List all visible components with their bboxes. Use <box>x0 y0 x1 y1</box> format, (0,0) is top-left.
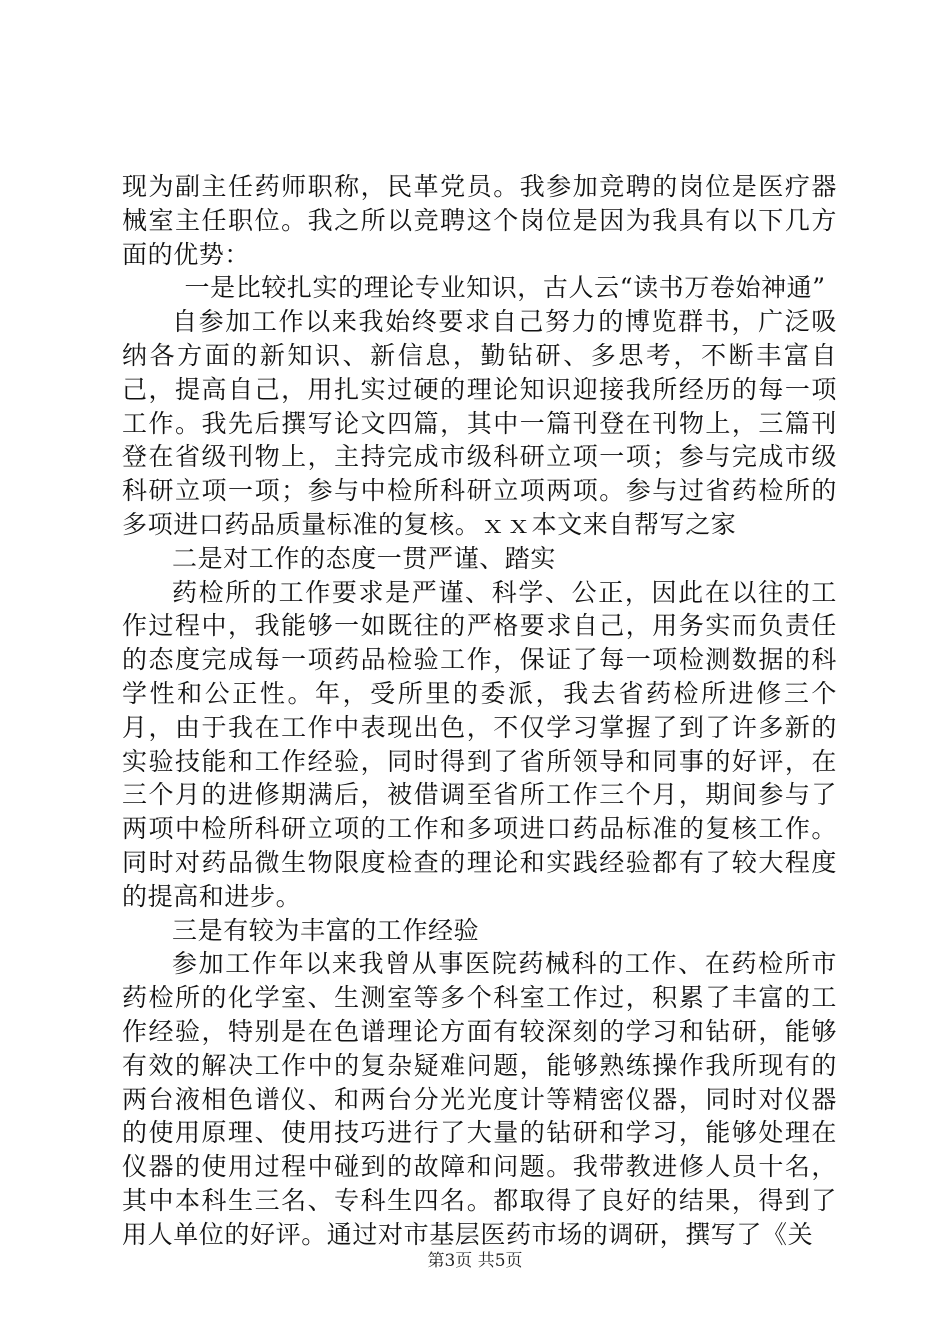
page-number-footer: 第3页 共5页 <box>427 1251 523 1271</box>
document-body <box>122 170 837 1252</box>
heading-advantage-three: 三是有较为丰富的工作经验 <box>172 915 480 945</box>
paragraph-advantage-two-detail: 药检所的工作要求是严谨、科学、公正，因此在以往的工作过程中，我能够一如既往的严格要求自己，用务实而负责任的态度完成每一项药品检验工作，保证了每一项检测数据的科学性和公正性。年，受所里的委派，我去省药检所进修三个月，由于我在工作中表现出色，不仅学习掌握了到了许多新的实验技能和工作经验，同时得到了省所领导和同事的好评，在三个月的进修期满后，被借调至省所工作三个月，期间参与了两项中检所科研立项的工作和多项进口药品标准的复核工作。同时对药品微生物限度检查的理论和实践经验都有了较大程度的提高和进步。 <box>122 577 837 911</box>
paragraph-advantage-three-detail: 参加工作年以来我曾从事医院药械科的工作、在药检所市药检所的化学室、生测室等多个科室工作过，积累了丰富的工作经验，特别是在色谱理论方面有较深刻的学习和钻研，能够有效的解决工作中的复杂疑难问题，能够熟练操作我所现有的两台液相色谱仪、和两台分光光度计等精密仪器，同时对仪器的使用原理、使用技巧进行了大量的钻研和学习，能够处理在仪器的使用过程中碰到的故障和问题。我带教进修人员十名，其中本科生三名、专科生四名。都取得了良好的结果，得到了用人单位的好评。通过对市基层医药市场的调研，撰写了《关 <box>122 949 837 1249</box>
paragraph-advantage-one-detail: 自参加工作以来我始终要求自己努力的博览群书，广泛吸纳各方面的新知识、新信息，勤钻研、多思考，不断丰富自己，提高自己，用扎实过硬的理论知识迎接我所经历的每一项工作。我先后撰写论文四篇，其中一篇刊登在刊物上，三篇刊登在省级刊物上，主持完成市级科研立项一项；参与完成市级科研立项一项；参与中检所科研立项两项。参与过省药检所的多项进口药品质量标准的复核。ｘｘ本文来自帮写之家 <box>122 307 837 539</box>
paragraph-intro: 现为副主任药师职称，民革党员。我参加竞聘的岗位是医疗器械室主任职位。我之所以竞聘这个岗位是因为我具有以下几方面的优势： <box>122 172 837 269</box>
heading-advantage-one: 一是比较扎实的理论专业知识，古人云“读书万卷始神通” <box>184 273 826 303</box>
heading-advantage-two: 二是对工作的态度一贯严谨、踏实 <box>172 543 557 573</box>
